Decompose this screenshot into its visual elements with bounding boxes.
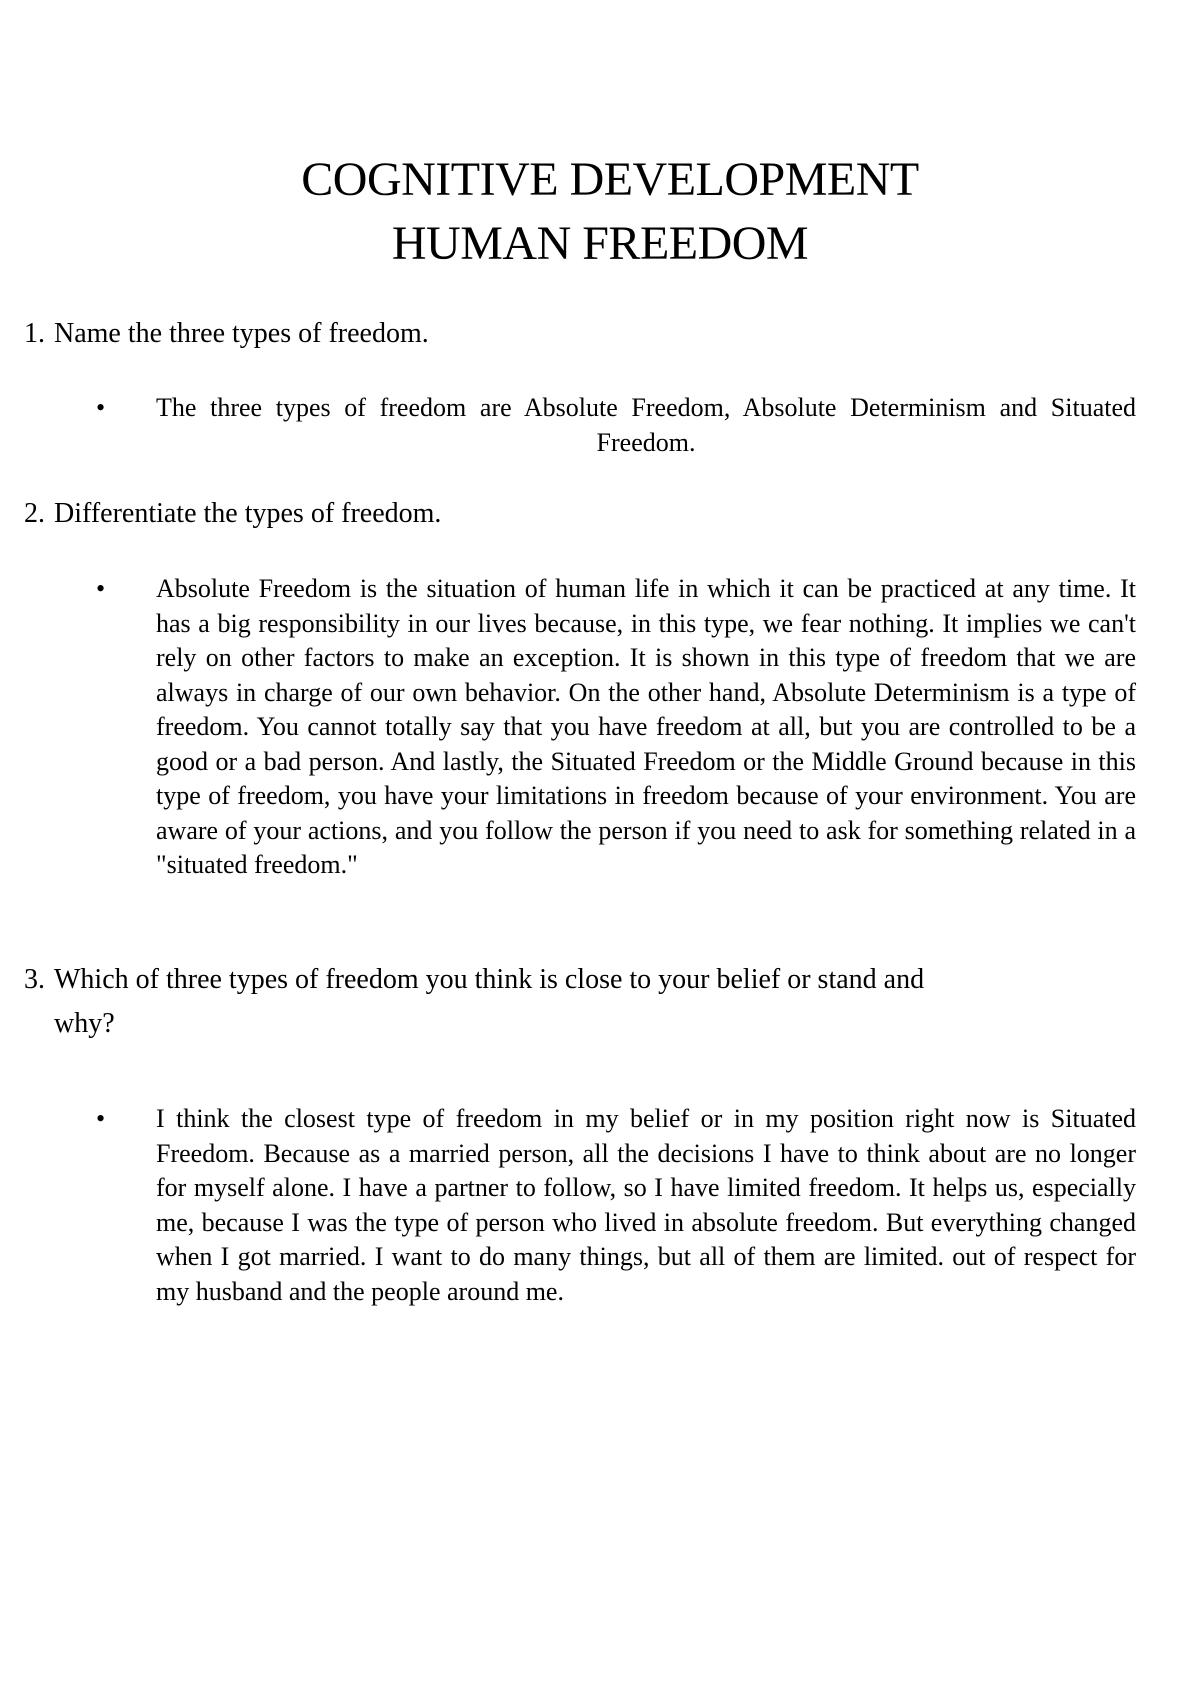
answer-text: Absolute Freedom is the situation of human life in which it can be practiced at any time. It has a big responsibility in our lives because, in this type, we fear nothing. It implies we can't rely on other factors to make an exception. It is shown in this type of freedom that we are always in charge of our own behavior. On the other hand, Absolute Determinism is a type of freedom. You cannot totally say that you have freedom at all, but you are controlled to be a good or a bad person. And lastly, the Situated Freedom or the Middle Ground because in this type of freedom, you have your limitations in freedom because of your environment. You are aware of your actions, and you follow the person if you need to ask for something related in a "situated freedom." (156, 574, 1136, 879)
question-3 (24, 958, 1084, 1046)
answer-3 (96, 1102, 1136, 1309)
page-title: COGNITIVE DEVELOPMENT (301, 153, 919, 206)
bullet-icon: • (96, 1104, 106, 1133)
question-text: Name the three types of freedom. (54, 318, 429, 349)
question-number: 3. (24, 964, 45, 995)
question-text-continued: why? (54, 1008, 115, 1039)
question-1 (24, 312, 1084, 356)
question-text: Differentiate the types of freedom. (54, 498, 442, 529)
answer-text: The three types of freedom are Absolute Freedom, Absolute Determinism and Situated Freedom. (156, 393, 1136, 457)
bullet-icon: • (96, 574, 106, 603)
answer-1 (96, 391, 1136, 460)
answer-2 (96, 572, 1136, 883)
answer-text: I think the closest type of freedom in my belief or in my position right now is Situated Freedom. Because as a married person, all the decisions I have to think about are no longer for myself alone. I have a partner to follow, so I have limited freedom. It helps us, especially me, because I was the type of person who lived in absolute freedom. But everything changed when I got married. I want to do many things, but all of them are limited. out of respect for my husband and the people around me. (156, 1104, 1136, 1306)
question-2 (24, 492, 1084, 536)
title-block (0, 148, 1200, 276)
question-number: 1. (24, 318, 45, 349)
question-number: 2. (24, 498, 45, 529)
bullet-icon: • (96, 393, 106, 422)
page-subtitle: HUMAN FREEDOM (391, 217, 809, 270)
question-text: Which of three types of freedom you think is close to your belief or stand and (54, 964, 925, 995)
